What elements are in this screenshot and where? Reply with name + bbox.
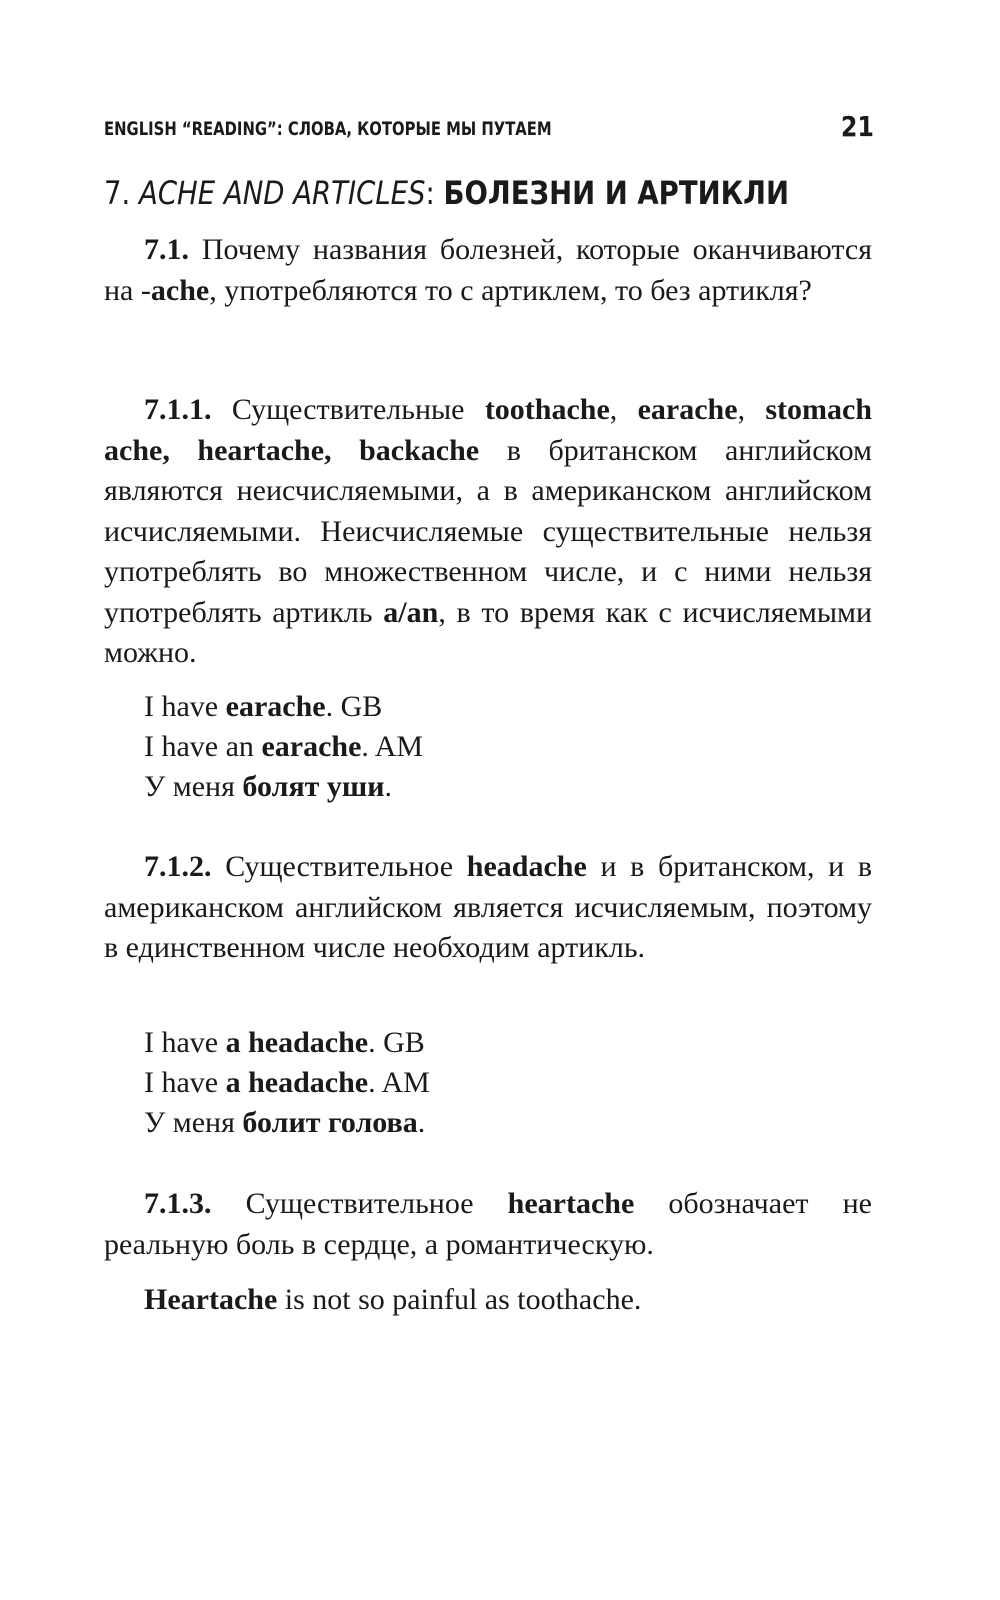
paragraph-7-1-2	[104, 847, 872, 969]
final-example	[144, 1280, 641, 1321]
paragraph-text: и в британском, и в американском английском является исчисляемым, поэтому в единственном числе необходим артикль.	[104, 850, 873, 964]
running-title: ENGLISH “READING”: СЛОВА, КОТОРЫЕ МЫ ПУТАЕМ	[104, 118, 552, 140]
bold-term: a/an	[383, 595, 439, 629]
section-number: 7.1.1.	[144, 393, 212, 426]
paragraph-7-1-1	[104, 390, 872, 674]
example-text: is not so painful as toothache.	[277, 1283, 642, 1316]
example-text: I have	[144, 1026, 226, 1059]
example-text: У меня	[144, 770, 243, 803]
paragraph-text: Существительное	[245, 1187, 474, 1220]
bold-term: earache	[637, 393, 738, 426]
paragraph-7-1	[104, 230, 872, 311]
bold-term: toothache	[484, 393, 610, 426]
bold-term: heartache	[507, 1187, 635, 1220]
section-number: 7.1.2.	[144, 850, 212, 883]
paragraph-text: обозначает не реальную боль в сердце, а романтическую.	[104, 1187, 872, 1261]
example-text: I have	[144, 690, 226, 723]
example-bold: a headache	[225, 1026, 369, 1059]
bold-term: headache	[466, 850, 587, 883]
example-text: I have	[144, 1066, 226, 1099]
example-bold: Heartache	[144, 1283, 278, 1316]
chapter-heading	[104, 174, 789, 212]
example-bold: болят уши	[242, 770, 385, 803]
running-head	[104, 110, 874, 146]
example-text: . AM	[368, 1066, 430, 1099]
example-bold: earache	[225, 690, 326, 723]
example-text: . GB	[325, 690, 383, 723]
paragraph-7-1-3	[104, 1184, 872, 1265]
paragraph-text: , в то время как с исчисляемыми можно.	[104, 595, 873, 669]
paragraph-text: ,	[609, 393, 618, 426]
chapter-title-ru: БОЛЕЗНИ И АРТИКЛИ	[443, 174, 790, 212]
example-line	[144, 1103, 425, 1144]
paragraph-text: в британском английском являются неисчисляемыми, а в американском английском исчисляемыми. Неисчисляемые существительные нельзя употреблять во множественном числе, и с ними нельзя употреблять артикль	[104, 433, 873, 629]
example-text: У меня	[144, 1106, 243, 1139]
example-text: .	[384, 770, 393, 803]
example-text: .	[417, 1106, 426, 1139]
chapter-colon: :	[425, 174, 435, 212]
paragraph-text: ,	[737, 393, 746, 426]
bold-term: ache	[150, 273, 210, 307]
chapter-title-en: ACHE AND ARTICLES	[139, 174, 426, 212]
section-number: 7.1.	[144, 233, 189, 266]
paragraph-text: Существительное	[225, 850, 454, 883]
example-text: I have an	[144, 730, 262, 763]
bold-term: stomach ache, heartache, backache	[104, 393, 873, 467]
page-number: 21	[840, 110, 874, 143]
example-bold: a headache	[225, 1066, 369, 1099]
chapter-number: 7.	[104, 174, 131, 212]
example-line	[144, 687, 382, 728]
example-bold: earache	[261, 730, 362, 763]
section-number: 7.1.3.	[144, 1187, 212, 1220]
paragraph-text: Почему названия болезней, которые оканчиваются на -	[104, 233, 872, 307]
example-text: . AM	[361, 730, 424, 763]
example-line	[144, 767, 392, 808]
example-line	[144, 1063, 430, 1104]
example-bold: болит голова	[242, 1106, 418, 1139]
paragraph-text: , употребляются то с артиклем, то без артикля?	[209, 273, 812, 307]
example-line	[144, 727, 423, 768]
paragraph-text: Существительные	[231, 393, 465, 426]
example-text: . GB	[368, 1026, 425, 1059]
example-line	[144, 1023, 425, 1064]
